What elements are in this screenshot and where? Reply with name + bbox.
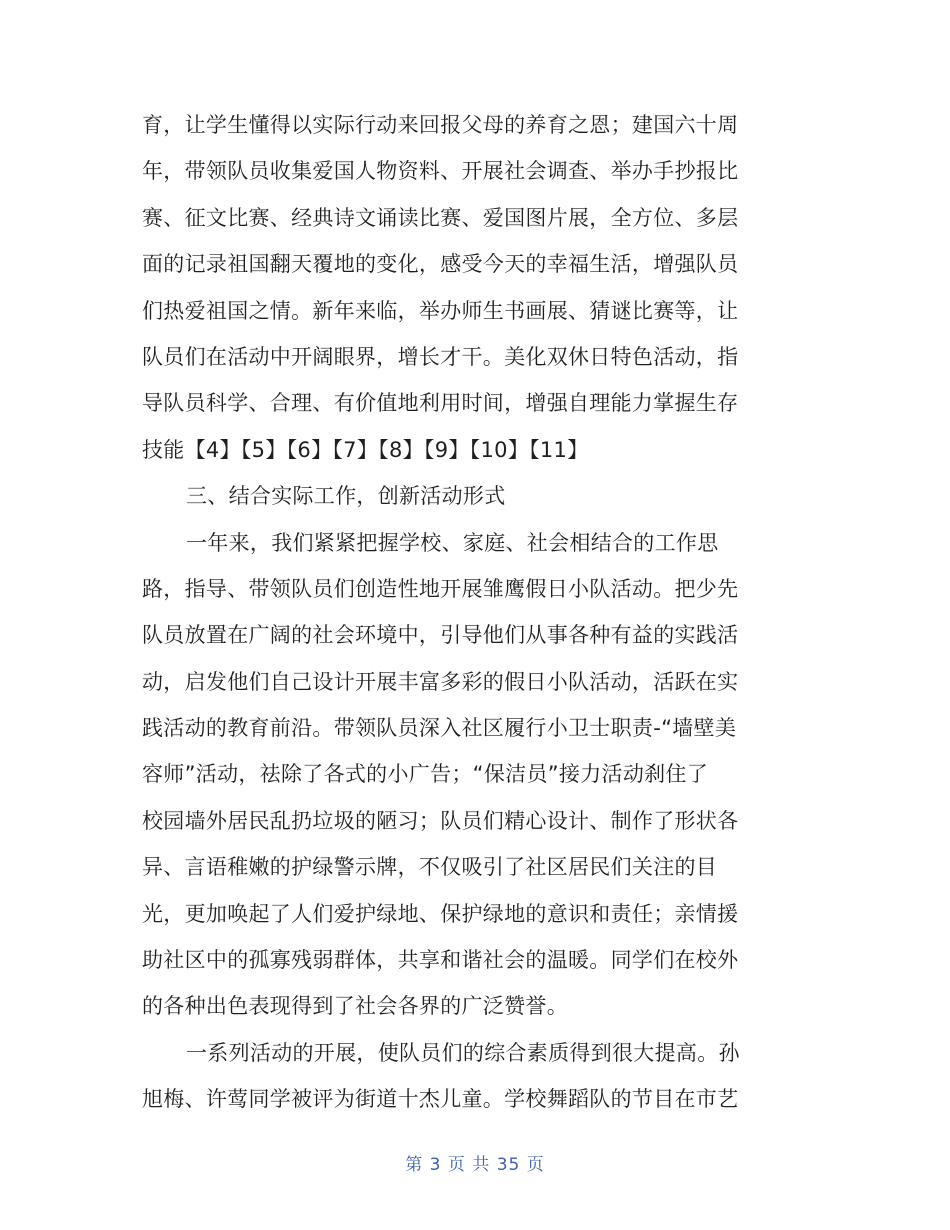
text-line: 们热爱祖国之情。新年来临，举办师生书画展、猜谜比赛等，让 (142, 298, 739, 323)
text-line: 光，更加唤起了人们爱护绿地、保护绿地的意识和责任；亲情援 (142, 901, 739, 926)
text-line: 校园墙外居民乱扔垃圾的陋习；队员们精心设计、制作了形状各 (142, 808, 739, 833)
text-line: 队员们在活动中开阔眼界，增长才干。美化双休日特色活动，指 (142, 344, 739, 369)
text-line: 异、言语稚嫩的护绿警示牌，不仅吸引了社区居民们关注的目 (142, 855, 718, 880)
text-line: 年，带领队员收集爱国人物资料、开展社会调查、举办手抄报比 (142, 159, 739, 184)
page-number-footer: 第 3 页 共 35 页 (405, 1155, 545, 1175)
text-line: 队员放置在广阔的社会环境中，引导他们从事各种有益的实践活 (142, 623, 739, 648)
text-line: 容师”活动，祛除了各式的小广告；“保洁员”接力活动刹住了 (142, 762, 709, 787)
text-line: 面的记录祖国翻天覆地的变化，感受今天的幸福生活，增强队员 (142, 252, 739, 277)
text-line: 一系列活动的开展，使队员们的综合素质得到很大提高。孙 (186, 1040, 740, 1065)
text-line: 旭梅、许莺同学被评为街道十杰儿童。学校舞蹈队的节目在市艺 (142, 1087, 739, 1112)
text-line: 赛、征文比赛、经典诗文诵读比赛、爱国图片展，全方位、多层 (142, 205, 739, 230)
text-line: 技能【4】【5】【6】【7】【8】【9】【10】【11】 (142, 437, 589, 462)
text-line: 助社区中的孤寡残弱群体，共享和谐社会的温暖。同学们在校外 (142, 948, 739, 973)
text-line: 育，让学生懂得以实际行动来回报父母的养育之恩；建国六十周 (142, 113, 739, 137)
section-heading: 三、结合实际工作，创新活动形式 (186, 484, 506, 509)
text-line: 动，启发他们自己设计开展丰富多彩的假日小队活动，活跃在实 (142, 669, 739, 694)
text-line: 的各种出色表现得到了社会各界的广泛赞誉。 (142, 994, 568, 1019)
text-line: 践活动的教育前沿。带领队员深入社区履行小卫士职责-“墙壁美 (142, 716, 737, 741)
text-line: 导队员科学、合理、有价值地利用时间，增强自理能力掌握生存 (142, 391, 739, 416)
text-line: 路，指导、带领队员们创造性地开展雏鹰假日小队活动。把少先 (142, 576, 739, 601)
text-line: 一年来，我们紧紧把握学校、家庭、社会相结合的工作思 (186, 530, 719, 555)
document-body (142, 102, 812, 1123)
